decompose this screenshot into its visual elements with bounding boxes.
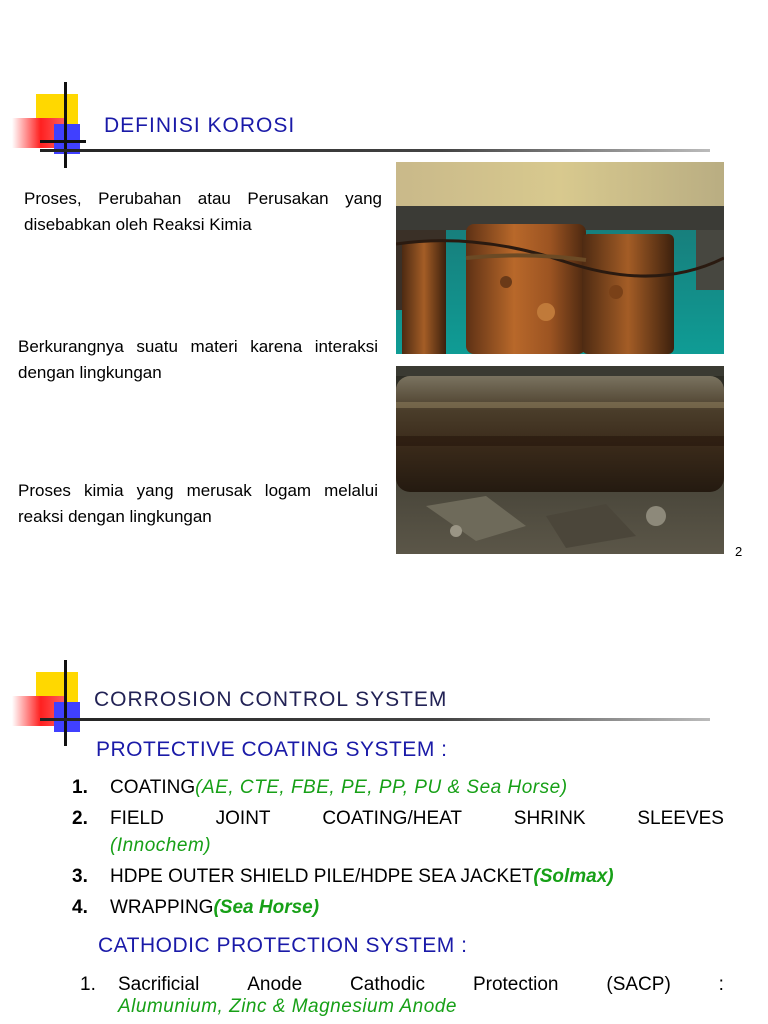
item-brand: (AE, CTE, FBE, PE, PP, PU & Sea Horse)	[195, 777, 568, 798]
label-word: Anode	[247, 974, 303, 995]
slide-title: DEFINISI KOROSI	[104, 114, 296, 137]
cathodic-list	[80, 974, 724, 1018]
item-label	[118, 974, 724, 996]
corroded-pipe-photo	[396, 366, 724, 554]
list-item	[72, 894, 724, 921]
label-word: Cathodic	[350, 974, 426, 995]
label-word: FIELD	[110, 808, 164, 829]
item-brand: (Innochem)	[110, 835, 212, 856]
slide-logo-decoration	[10, 82, 110, 172]
definition-paragraph-1: Proses, Perubahan atau Perusakan yang disebabkan oleh Reaksi Kimia	[24, 189, 382, 234]
item-number: 1.	[80, 974, 96, 995]
page-number: 2	[735, 544, 743, 559]
list-item	[72, 805, 724, 859]
slide-title: CORROSION CONTROL SYSTEM	[94, 688, 448, 711]
label-word: SLEEVES	[637, 808, 724, 829]
item-label: COATING	[110, 777, 196, 798]
title-underline	[40, 718, 710, 721]
list-item	[80, 974, 724, 1018]
item-label: WRAPPING	[110, 897, 214, 918]
label-word: (SACP)	[606, 974, 671, 995]
list-item	[72, 863, 724, 890]
item-label	[110, 805, 724, 832]
item-label: HDPE OUTER SHIELD PILE/HDPE SEA JACKET	[110, 866, 534, 887]
protective-coating-heading: PROTECTIVE COATING SYSTEM :	[96, 738, 448, 761]
corroded-piles-photo	[396, 162, 724, 354]
item-number: 1.	[72, 777, 88, 798]
cathodic-protection-heading: CATHODIC PROTECTION SYSTEM :	[98, 934, 468, 957]
label-word: COATING/HEAT	[322, 808, 463, 829]
label-word: JOINT	[215, 808, 271, 829]
item-brand: (Sea Horse)	[213, 897, 320, 918]
label-word: :	[718, 974, 724, 995]
label-word: Sacrificial	[118, 974, 200, 995]
item-number: 2.	[72, 808, 88, 829]
definition-paragraph-2: Berkurangnya suatu materi karena interaksi dengan lingkungan	[18, 337, 378, 382]
item-brand: (Solmax)	[533, 866, 614, 887]
list-item	[72, 774, 724, 801]
item-number: 3.	[72, 866, 88, 887]
item-brand: Alumunium, Zinc & Magnesium Anode	[118, 996, 457, 1017]
label-word: SHRINK	[513, 808, 586, 829]
coating-list	[72, 774, 724, 925]
definition-paragraph-3: Proses kimia yang merusak logam melalui reaksi dengan lingkungan	[18, 481, 378, 526]
title-underline	[40, 149, 710, 152]
item-number: 4.	[72, 897, 88, 918]
label-word: Protection	[472, 974, 559, 995]
